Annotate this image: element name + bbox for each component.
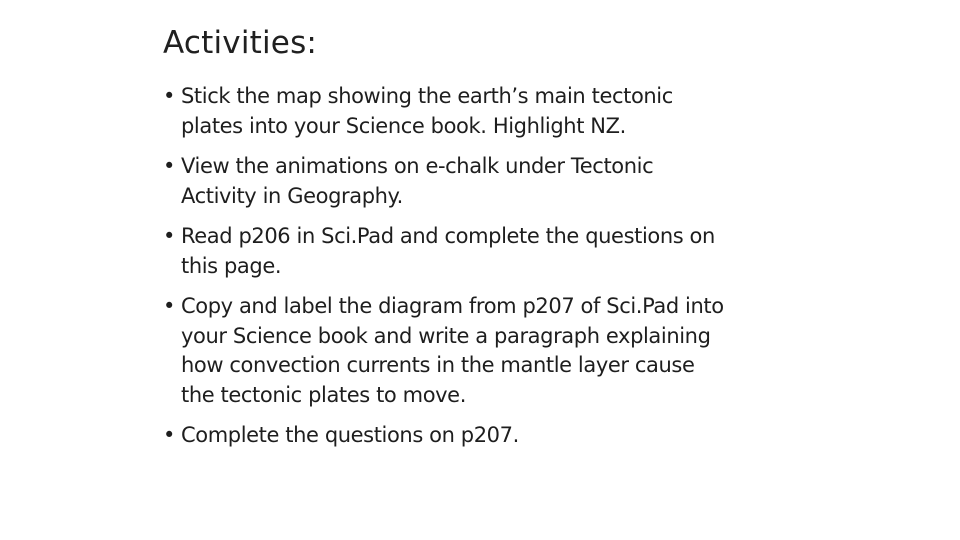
- bullet-icon: •: [163, 224, 175, 248]
- activity-text: Complete the questions on p207.: [181, 423, 519, 447]
- activity-text: Stick the map showing the earth’s main tectonic plates into your Science book. Highlight NZ.: [181, 84, 673, 138]
- activity-item-5: [163, 421, 863, 451]
- bullet-icon: •: [163, 84, 175, 108]
- bullet-icon: •: [163, 154, 175, 178]
- activity-item-2: [163, 152, 863, 211]
- activity-item-1: [163, 82, 863, 141]
- activity-item-3: [163, 222, 863, 281]
- bullet-icon: •: [163, 294, 175, 318]
- bullet-icon: •: [163, 423, 175, 447]
- activity-text: Read p206 in Sci.Pad and complete the questions on this page.: [181, 224, 715, 278]
- activity-text: Copy and label the diagram from p207 of Sci.Pad into your Science book and write a paragraph explaining how convection currents in the mantle layer cause the tectonic plates to move.: [181, 294, 724, 407]
- activity-list: [163, 82, 863, 462]
- activity-item-4: [163, 292, 863, 410]
- slide-title: Activities:: [163, 25, 318, 61]
- activity-text: View the animations on e-chalk under Tectonic Activity in Geography.: [181, 154, 654, 208]
